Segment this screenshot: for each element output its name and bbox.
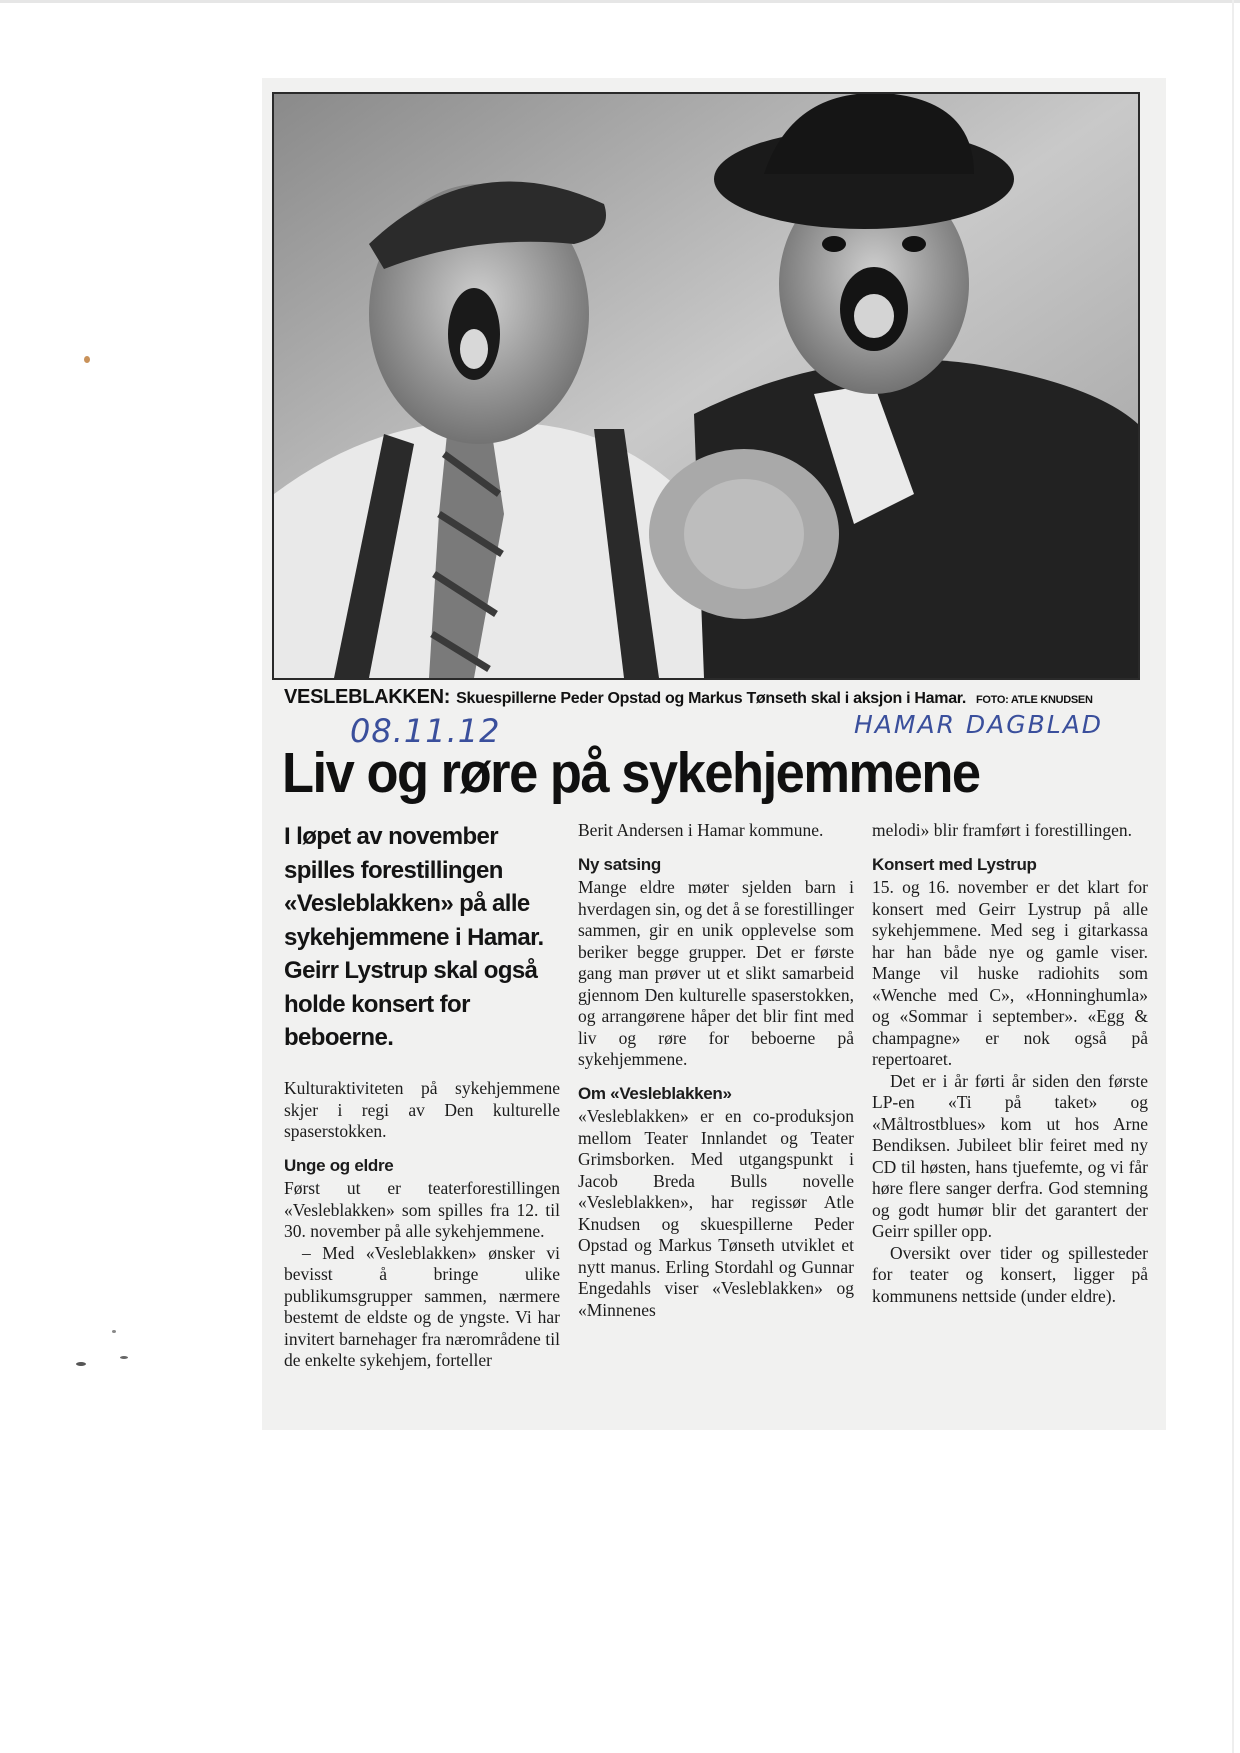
photo-caption [284,686,1144,712]
paragraph: 15. og 16. november er det klart for konsert med Geirr Lystrup på alle sykehjemmene. Med seg i gitarkassa har han både nye og gamle viser. Mange vil huske radiohits som «Wenche med C», «Honninghumla» og «Sommar i september». «Egg & champagne» er nok også på repertoaret. [872,877,1148,1069]
scan-speck [76,1362,86,1366]
paragraph: melodi» blir framført i forestillingen. [872,820,1133,840]
handwritten-newspaper-name: HAMAR DAGBLAD [854,710,1104,739]
paragraph: «Vesleblakken» er en co-produksjon mellom Teater Innlandet og Teater Grimsborken. Med utgangspunkt i Jacob Breda Bulls novelle «Vesleblakken», har regissør Atle Knudsen og skuespillerne Peder Opstad og Markus Tønseth utviklet et nytt manus. Erling Stordahl og Gunnar Engedahls viser «Vesleblakken» og «Minnenes [578,1106,854,1320]
paragraph: Det er i år førti år siden den første LP-en «Ti på taket» og «Måltrostblues» kom ut hos Arne Bendiksen. Jubileet blir feiret med ny CD til høsten, hans tjuefemte, og vi får høre flere sanger derfra. God stemning og godt humør blir det garantert der Geirr spiller opp. [872,1070,1148,1241]
article-photo [272,92,1140,680]
paragraph: Først ut er teaterforestillingen «Vesleblakken» som spilles fra 12. til 30. november på alle sykehjemmene. [284,1178,560,1241]
paragraph: – Med «Vesleblakken» ønsker vi bevisst å bringe ulike publikumsgrupper sammen, nærmere bestemt de eldste og de yngste. Vi har invitert barnehager fra nærområdene til de enkelte sykehjem, forteller [284,1242,560,1370]
scan-speck [120,1356,128,1359]
caption-text: Skuespillerne Peder Opstad og Markus Tønseth skal i aksjon i Hamar. [456,690,966,707]
actors-photo-illustration [274,94,1138,678]
subheading: Ny satsing [578,854,661,874]
paragraph: Mange eldre møter sjelden barn i hverdagen sin, og det å se forestillinger sammen, gir en unik opplevelse som beriker begge grupper. Det er første gang man prøver ut et slikt samarbeid gjennom Den kulturelle spaserstokken, og arrangørene håper det blir fint med liv og røre for beboerne på sykehjemmene. [578,877,854,1069]
article-column-3 [872,820,1148,1307]
subheading: Unge og eldre [284,1155,394,1175]
scan-edge-top [0,0,1240,3]
paragraph: Berit Andersen i Hamar kommune. [578,820,824,840]
scan-speck [112,1330,116,1333]
article-ingress: I løpet av november spilles forestillingen «Vesleblakken» på alle sykehjemmene i Hamar. Geirr Lystrup skal også holde konsert for beboerne. [284,823,544,1051]
paragraph: Oversikt over tider og spillesteder for teater og konsert, ligger på kommunens nettside (under eldre). [872,1242,1148,1306]
article-column-1 [284,1078,560,1372]
subheading: Konsert med Lystrup [872,854,1037,874]
article-column-2 [578,820,854,1321]
photo-credit: FOTO: ATLE KNUDSEN [976,694,1093,706]
headline: Liv og røre på sykehjemmene [282,741,980,805]
handwritten-date: 08.11.12 [350,712,501,750]
scan-speck [84,356,90,363]
scan-edge-right [1232,0,1234,1753]
subheading: Om «Vesleblakken» [578,1083,732,1103]
caption-lead: VESLEBLAKKEN: [284,686,451,708]
paragraph: Kulturaktiviteten på sykehjemmene skjer i regi av Den kulturelle spaserstokken. [284,1078,560,1141]
